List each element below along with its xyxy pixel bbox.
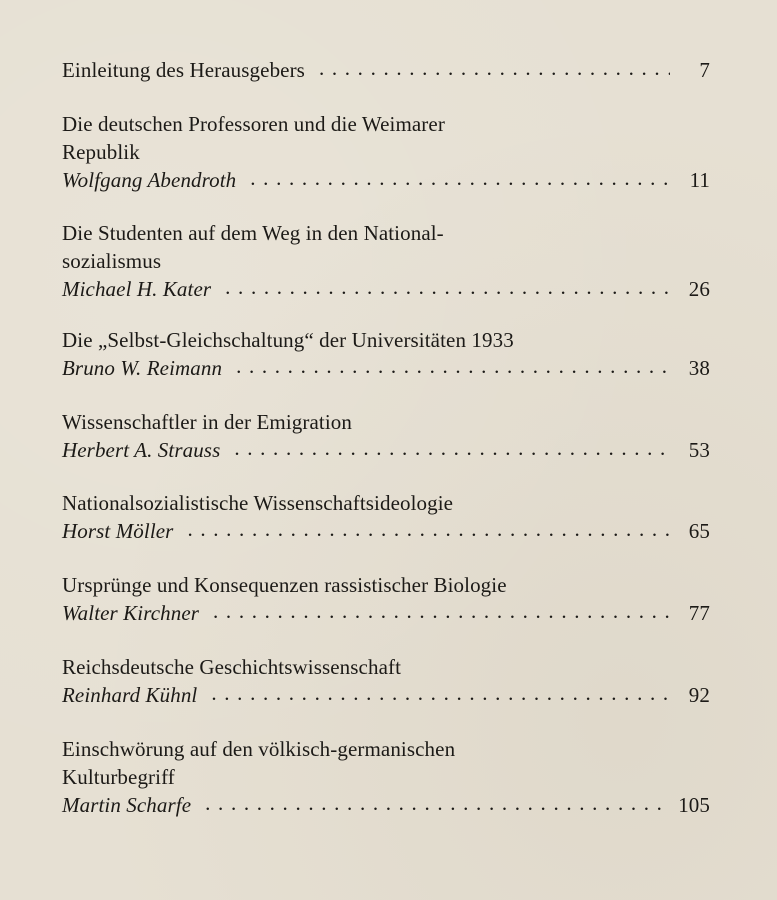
toc-entry-professoren [62,110,710,194]
dot-leader [211,682,670,702]
toc-row [62,56,710,84]
page-number: 38 [688,356,710,380]
entry-author: Bruno W. Reimann [62,356,223,380]
toc-entry-gleichschaltung [62,326,710,382]
entry-title-line-1: Reichsdeutsche Geschichtswissenschaft [62,655,402,679]
entry-author: Martin Scharfe [62,793,192,817]
entry-author: Walter Kirchner [62,601,200,625]
toc-entry-wissenschaftsideologie [62,489,710,545]
dot-leader [234,437,670,457]
entry-author: Wolfgang Abendroth [62,168,237,192]
entry-author: Michael H. Kater [62,277,212,301]
toc-row [62,166,710,194]
dot-leader [213,600,670,620]
page-number: 11 [689,168,710,192]
page-number: 77 [688,601,710,625]
entry-author: Reinhard Kühnl [62,683,198,707]
toc-row [62,517,710,545]
toc-row [62,791,710,819]
entry-title-line-1: Wissenschaftler in der Emigration [62,410,352,434]
page-number: 105 [678,793,710,817]
entry-title-line-1: Einschwörung auf den völkisch-germanischen [62,737,456,761]
toc-row [62,436,710,464]
toc-row [62,681,710,709]
entry-title-line-2: sozialismus [62,249,162,273]
entry-title-line-2: Kulturbegriff [62,765,175,789]
toc-row [62,275,710,303]
toc-entry-introduction [62,56,710,84]
toc-entry-emigration [62,408,710,464]
toc-entry-kulturbegriff [62,735,710,819]
dot-leader [236,355,670,375]
toc-entry-geschichtswissenschaft [62,653,710,709]
page-number: 26 [688,277,710,301]
dot-leader [250,167,670,187]
page-number: 53 [688,438,710,462]
dot-leader [205,792,670,812]
page-number: 7 [699,58,710,82]
dot-leader [319,57,670,77]
entry-author: Herbert A. Strauss [62,438,221,462]
entry-author: Horst Möller [62,519,174,543]
entry-title-line-1: Ursprünge und Konsequenzen rassistischer Biologie [62,573,507,597]
page-number: 92 [688,683,710,707]
dot-leader [187,518,670,538]
entry-title: Einleitung des Herausgebers [62,58,305,82]
entry-title-line-1: Nationalsozialistische Wissenschaftsideologie [62,491,454,515]
entry-title-line-1: Die Studenten auf dem Weg in den National- [62,221,444,245]
toc-entry-biologie [62,571,710,627]
dot-leader [225,276,670,296]
toc-row [62,354,710,382]
entry-title-line-2: Republik [62,140,140,164]
toc-entry-studenten [62,219,710,303]
entry-title-line-1: Die deutschen Professoren und die Weimarer [62,112,445,136]
toc-row [62,599,710,627]
entry-title-line-1: Die „Selbst-Gleichschaltung“ der Universitäten 1933 [62,328,514,352]
page-number: 65 [688,519,710,543]
